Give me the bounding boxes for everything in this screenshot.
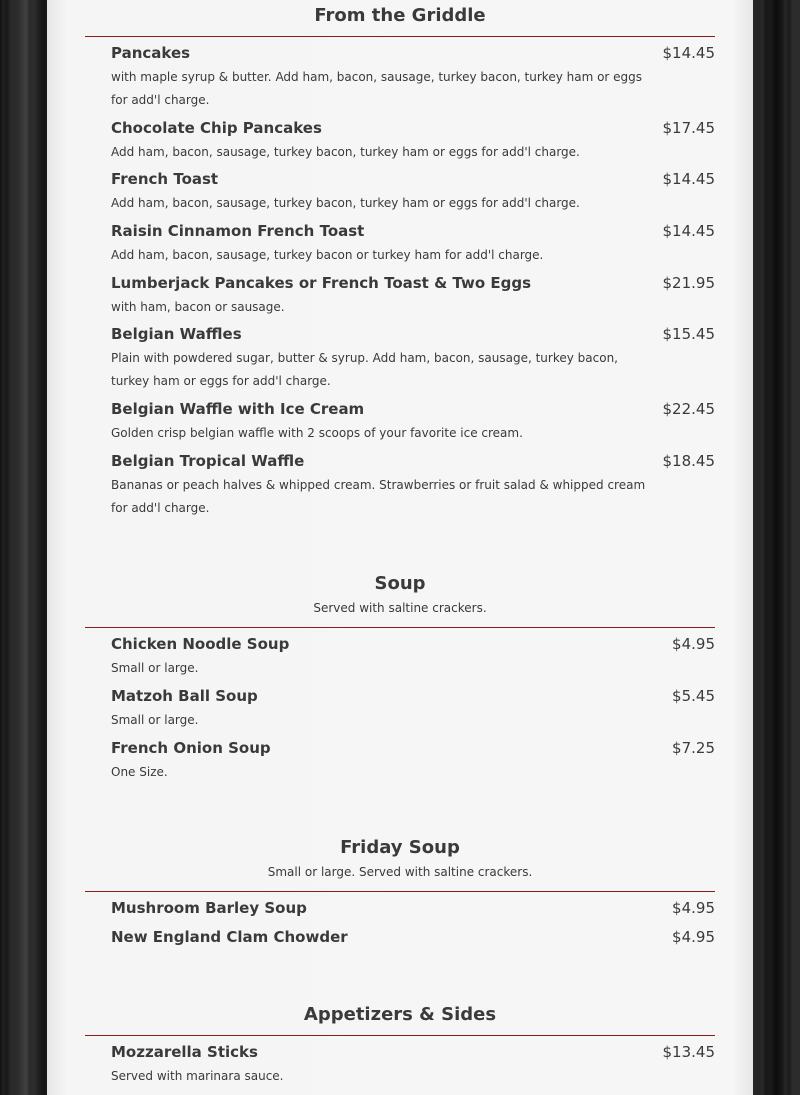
- item-price: $5.45: [672, 687, 715, 705]
- item-price: $7.25: [672, 739, 715, 757]
- item-name: Chocolate Chip Pancakes: [111, 119, 322, 137]
- item-name: Chicken Noodle Soup: [111, 635, 290, 653]
- item-price: $14.45: [662, 170, 715, 188]
- section-divider: [85, 627, 715, 628]
- section-divider: [85, 1035, 715, 1036]
- item-price: $14.45: [662, 44, 715, 62]
- item-description: Plain with powdered sugar, butter & syrup. Add ham, bacon, sausage, turkey bacon, turkey ham or eggs for add'l charge.: [111, 351, 618, 388]
- item-description: Add ham, bacon, sausage, turkey bacon, turkey ham or eggs for add'l charge.: [111, 145, 580, 159]
- item-description: Served with marinara sauce.: [111, 1069, 284, 1083]
- item-price: $21.95: [662, 274, 715, 292]
- item-price: $22.45: [662, 400, 715, 418]
- section-title: Friday Soup: [340, 837, 460, 858]
- item-description: with ham, bacon or sausage.: [111, 300, 285, 314]
- item-name: Raisin Cinnamon French Toast: [111, 222, 365, 240]
- item-description: One Size.: [111, 765, 168, 779]
- section-title: From the Griddle: [314, 5, 486, 26]
- item-name: Matzoh Ball Soup: [111, 687, 258, 705]
- item-name: Mozzarella Sticks: [111, 1043, 258, 1061]
- menu-page: [47, 0, 753, 1095]
- item-price: $4.95: [672, 928, 715, 946]
- item-name: French Toast: [111, 170, 219, 188]
- item-description: Golden crisp belgian waffle with 2 scoops of your favorite ice cream.: [111, 426, 523, 440]
- item-description: Add ham, bacon, sausage, turkey bacon or turkey ham for add'l charge.: [111, 248, 544, 262]
- item-description: Small or large.: [111, 661, 199, 675]
- item-price: $18.45: [662, 452, 715, 470]
- item-price: $4.95: [672, 635, 715, 653]
- item-price: $14.45: [662, 222, 715, 240]
- section-subtitle: Served with saltine crackers.: [313, 601, 487, 615]
- item-price: $15.45: [662, 325, 715, 343]
- item-name: Pancakes: [111, 44, 191, 62]
- item-description: Add ham, bacon, sausage, turkey bacon, turkey ham or eggs for add'l charge.: [111, 196, 580, 210]
- section-title: Soup: [374, 573, 426, 594]
- section-subtitle: Small or large. Served with saltine crackers.: [267, 865, 533, 879]
- item-description: Small or large.: [111, 713, 199, 727]
- item-description: with maple syrup & butter. Add ham, bacon, sausage, turkey bacon, turkey ham or eggs for add'l charge.: [111, 70, 643, 107]
- item-name: Belgian Tropical Waffle: [111, 452, 305, 470]
- item-name: Belgian Waffle with Ice Cream: [111, 400, 365, 418]
- item-name: Lumberjack Pancakes or French Toast & Two Eggs: [111, 274, 531, 292]
- section-divider: [85, 891, 715, 892]
- item-name: Belgian Waffles: [111, 325, 242, 343]
- section-divider: [85, 36, 715, 37]
- item-name: New England Clam Chowder: [111, 928, 348, 946]
- item-description: Bananas or peach halves & whipped cream. Strawberries or fruit salad & whipped cream for add'l charge.: [111, 478, 646, 515]
- item-name: French Onion Soup: [111, 739, 271, 757]
- item-price: $17.45: [662, 119, 715, 137]
- item-price: $13.45: [662, 1043, 715, 1061]
- section-title: Appetizers & Sides: [303, 1004, 497, 1025]
- item-price: $4.95: [672, 899, 715, 917]
- item-name: Mushroom Barley Soup: [111, 899, 307, 917]
